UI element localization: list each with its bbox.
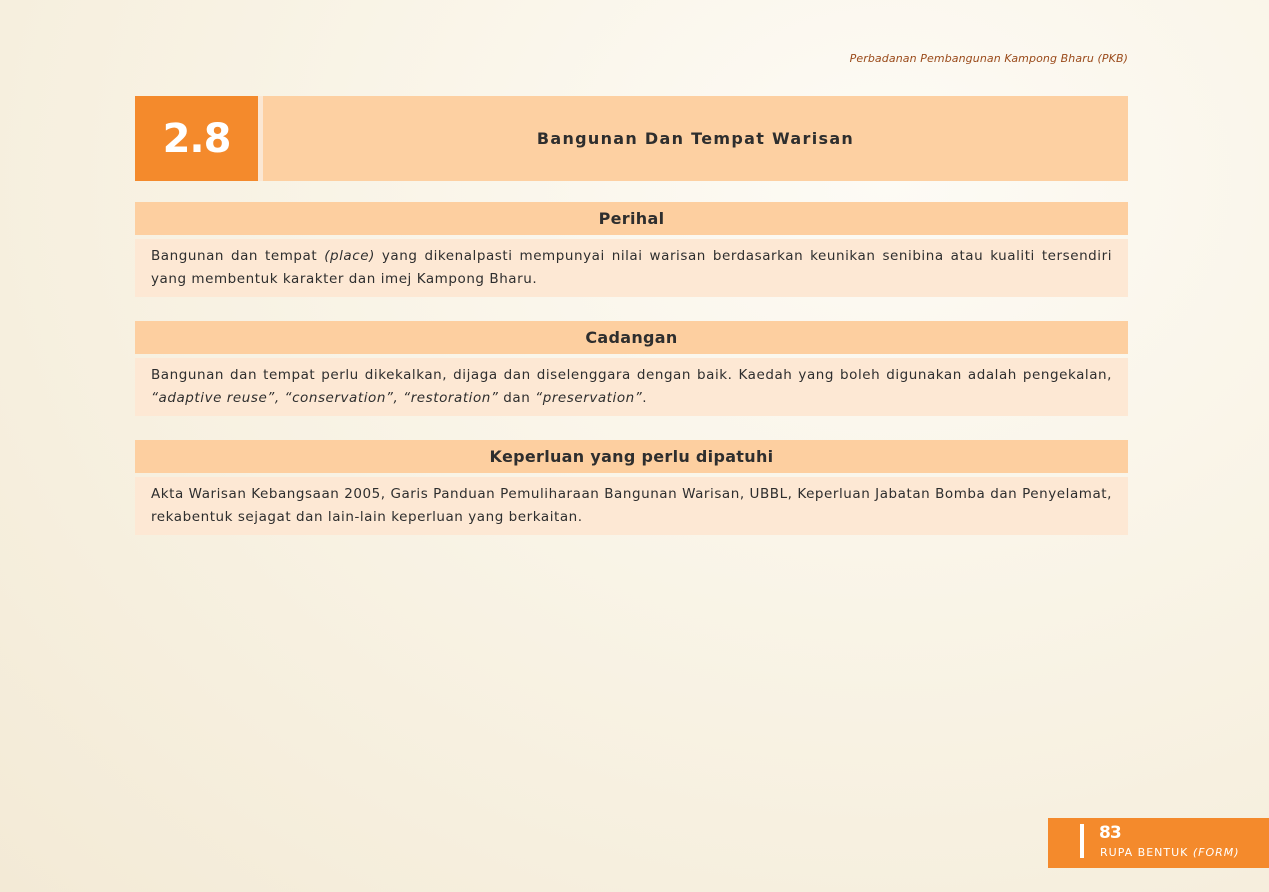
section-title-block xyxy=(135,96,1128,181)
footer-divider-bar xyxy=(1080,824,1084,858)
perihal-text-part1: Bangunan dan tempat xyxy=(151,248,325,264)
page-footer xyxy=(1048,818,1269,868)
section-number: 2.8 xyxy=(135,96,258,181)
footer-label-italic: (FORM) xyxy=(1192,846,1240,859)
cadangan-text-italic2: “preservation” xyxy=(535,389,643,406)
page-number: 83 xyxy=(1099,823,1121,843)
footer-label-text: RUPA BENTUK xyxy=(1100,846,1193,859)
keperluan-heading: Keperluan yang perlu dipatuhi xyxy=(135,440,1128,473)
perihal-box xyxy=(135,202,1128,297)
perihal-text-part2: yang dikenalpasti mempunyai nilai warisan berdasarkan keunikan senibina atau kualiti tersendiri yang membentuk karakter dan imej Kampong Bharu. xyxy=(151,248,1112,287)
perihal-heading: Perihal xyxy=(135,202,1128,235)
section-title: Bangunan Dan Tempat Warisan xyxy=(263,96,1128,181)
cadangan-heading: Cadangan xyxy=(135,321,1128,354)
page-header-organization: Perbadanan Pembangunan Kampong Bharu (PKB) xyxy=(849,52,1128,65)
keperluan-text: Akta Warisan Kebangsaan 2005, Garis Panduan Pemuliharaan Bangunan Warisan, UBBL, Keperluan Jabatan Bomba dan Penyelamat, rekabentuk sejagat dan lain-lain keperluan yang berkaitan. xyxy=(135,477,1128,535)
cadangan-text-part3: . xyxy=(642,389,648,406)
footer-chapter-label xyxy=(1100,846,1240,859)
cadangan-text-italic1: “adaptive reuse”, “conservation”, “restoration” xyxy=(151,389,499,406)
perihal-text xyxy=(135,239,1128,297)
cadangan-text-part1: Bangunan dan tempat perlu dikekalkan, dijaga dan diselenggara dengan baik. Kaedah yang boleh digunakan adalah pengekalan, xyxy=(151,367,1112,383)
cadangan-text-part2: dan xyxy=(498,389,536,406)
perihal-text-italic1: (place) xyxy=(324,248,375,264)
cadangan-box xyxy=(135,321,1128,416)
cadangan-text xyxy=(135,358,1128,416)
keperluan-box xyxy=(135,440,1128,535)
